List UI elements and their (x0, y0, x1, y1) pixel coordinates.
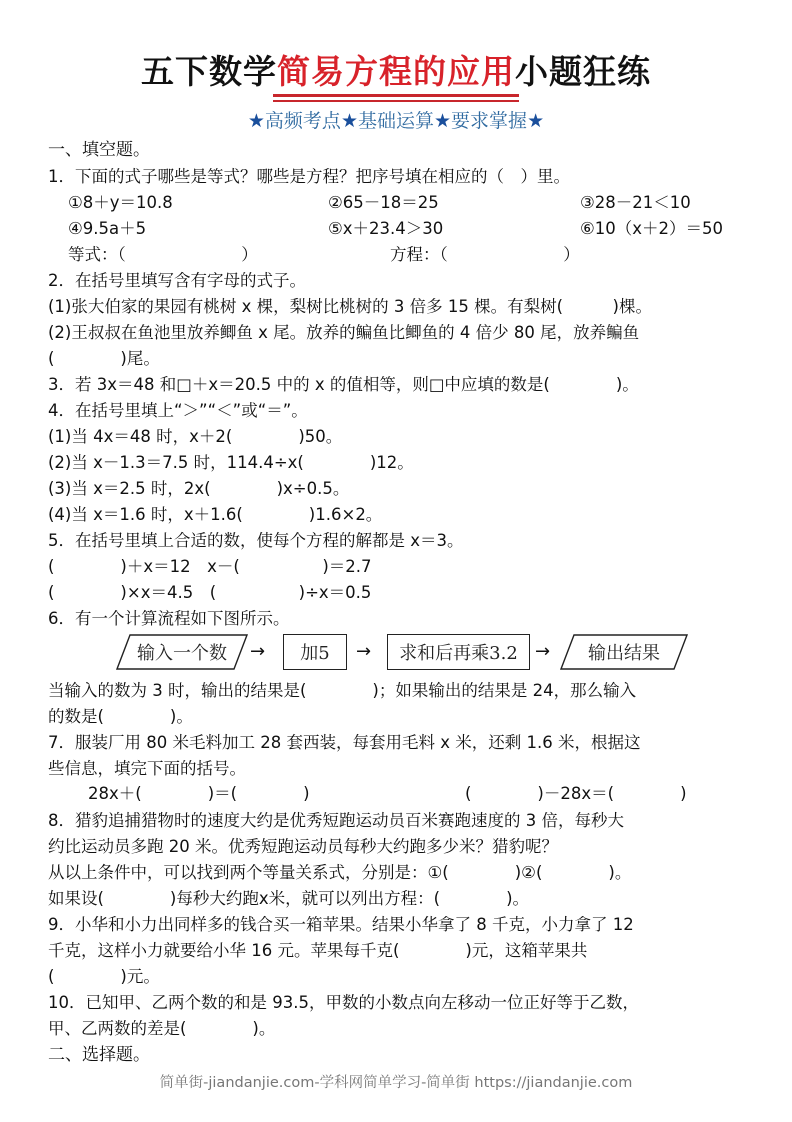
flow-input-label: 输入一个数 (137, 643, 227, 664)
q6-stem: 6．有一个计算流程如下图所示。 (48, 609, 290, 628)
q7-stem-line1: 7．服装厂用 80 米毛料加工 28 套西装，每套用毛料 x 米，还剩 1.6 米，根据这 (48, 733, 641, 752)
section-heading-fill-blank: 一、填空题。 (48, 140, 150, 160)
q5-row1: ( )＋x＝12 x－( )＝2.7 (48, 557, 372, 576)
q4-sub4: (4)当 x＝1.6 时，x＋1.6( )1.6×2。 (48, 505, 383, 524)
title-highlight: 简易方程的应用 (277, 46, 515, 93)
q1-answer-equality: 等式：（ ） (68, 245, 258, 264)
flow-output-parallelogram (560, 634, 688, 670)
q1-item-5: ⑤x＋23.4＞30 (328, 219, 444, 238)
q4-sub2: (2)当 x－1.3＝7.5 时，114.4÷x( )12。 (48, 453, 414, 472)
subtitle (0, 106, 792, 133)
q6-text-line1: 当输入的数为 3 时，输出的结果是( )；如果输出的结果是 24，那么输入 (48, 681, 637, 700)
q9-line2: 千克，这样小力就要给小华 16 元。苹果每千克( )元，这箱苹果共 (48, 941, 588, 960)
q9-line1: 9．小华和小力出同样多的钱合买一箱苹果。结果小华拿了 8 千克，小力拿了 12 (48, 915, 634, 934)
flow-step-add5: 加5 (283, 634, 347, 670)
star-icon: ★ (340, 110, 358, 132)
q8-line2: 约比运动员多跑 20 米。优秀短跑运动员每秒大约跑多少米？猎豹呢？ (48, 837, 558, 856)
star-icon: ★ (527, 110, 545, 132)
title-prefix: 五下数学 (141, 52, 277, 91)
arrow-right-icon: → (356, 641, 372, 662)
title-suffix: 小题狂练 (515, 52, 651, 91)
subtitle-item: 基础运算 (357, 110, 434, 132)
q7-equation-right: ( )－28x＝( ) (465, 784, 687, 803)
q1-item-3: ③28－21＜10 (580, 193, 691, 212)
q1-item-6: ⑥10（x＋2）＝50 (580, 219, 724, 238)
flow-output-label: 输出结果 (588, 643, 660, 664)
arrow-right-icon: → (250, 641, 266, 662)
q8-line3: 从以上条件中，可以找到两个等量关系式，分别是：①( )②( )。 (48, 863, 632, 882)
section-heading-choice: 二、选择题。 (48, 1045, 150, 1065)
q7-stem-line2: 些信息，填完下面的括号。 (48, 759, 246, 778)
q1-stem: 1．下面的式子哪些是等式？哪些是方程？把序号填在相应的（ ）里。 (48, 167, 570, 186)
q2-sub2-line2: ( )尾。 (48, 349, 160, 368)
arrow-right-icon: → (535, 641, 551, 662)
subtitle-item: 要求掌握 (451, 110, 528, 132)
q5-stem: 5．在括号里填上合适的数，使每个方程的解都是 x＝3。 (48, 531, 464, 550)
q10-line1: 10．已知甲、乙两个数的和是 93.5，甲数的小数点向左移动一位正好等于乙数， (48, 993, 639, 1012)
q4-sub3: (3)当 x＝2.5 时，2x( )x÷0.5。 (48, 479, 350, 498)
q8-line1: 8．猎豹追捕猎物时的速度大约是优秀短跑运动员百米赛跑速度的 3 倍，每秒大 (48, 811, 624, 830)
q8-line4: 如果设( )每秒大约跑x米，就可以列出方程：( )。 (48, 889, 530, 908)
q4-stem: 4．在括号里填上“＞”“＜”或“＝”。 (48, 401, 308, 420)
q5-row2: ( )×x＝4.5 ( )÷x＝0.5 (48, 583, 372, 602)
q1-answer-equation: 方程：（ ） (390, 245, 580, 264)
star-icon: ★ (434, 110, 452, 132)
q2-sub1: (1)张大伯家的果园有桃树 x 棵，梨树比桃树的 3 倍多 15 棵。有梨树( )棵。 (48, 297, 652, 316)
q9-line3: ( )元。 (48, 967, 160, 986)
q1-item-1: ①8＋y＝10.8 (68, 193, 173, 212)
q6-text-line2: 的数是( )。 (48, 707, 193, 726)
footer-watermark: 简单街-jiandanjie.com-学科网简单学习-简单街 https://jiandanjie.com (159, 1075, 633, 1091)
q1-item-2: ②65－18＝25 (328, 193, 439, 212)
q3-stem: 3．若 3x＝48 和□＋x＝20.5 中的 x 的值相等，则□中应填的数是( )。 (48, 375, 639, 394)
page-title (0, 46, 792, 93)
q1-item-4: ④9.5a＋5 (68, 219, 147, 238)
star-icon: ★ (247, 110, 265, 132)
flow-input-parallelogram (116, 634, 248, 670)
flowchart (0, 634, 792, 674)
q2-sub2-line1: (2)王叔叔在鱼池里放养鲫鱼 x 尾。放养的鳊鱼比鲫鱼的 4 倍少 80 尾，放养鳊鱼 (48, 323, 640, 342)
q4-sub1: (1)当 4x＝48 时，x＋2( )50。 (48, 427, 343, 446)
subtitle-item: 高频考点 (264, 110, 341, 132)
flow-step-multiply: 求和后再乘3.2 (387, 634, 530, 670)
q7-equation-left: 28x＋( )＝( ) (88, 784, 310, 803)
q10-line2: 甲、乙两数的差是( )。 (48, 1019, 276, 1038)
q2-stem: 2．在括号里填写含有字母的式子。 (48, 271, 306, 290)
